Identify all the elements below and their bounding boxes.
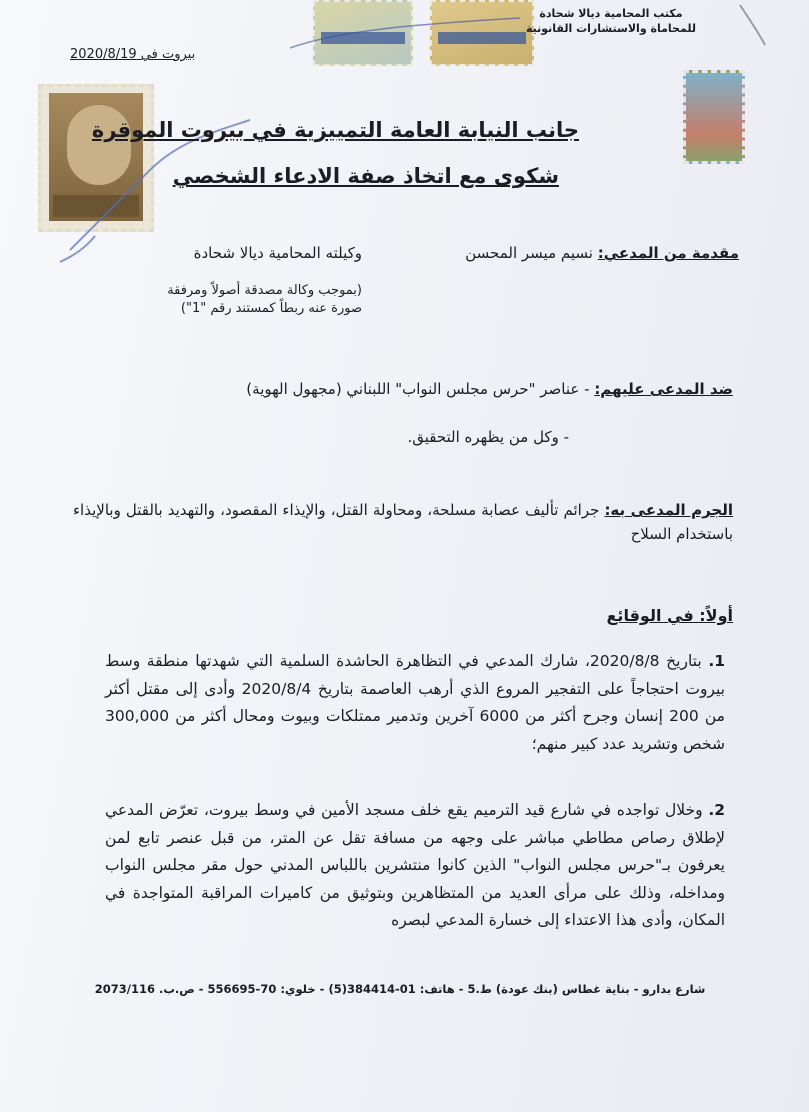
office-address-footer: شارع بدارو - بناية غطاس (بنك عودة) ط.5 - هاتف: 01-384414(5) - خلوي: 70-556695 - ص.ب. 2073/116: [94, 982, 706, 996]
defendant-item: - عناصر "حرس مجلس النواب" اللبناني (مجهول الهوية): [246, 380, 590, 398]
paragraph-text: بتاريخ 2020/8/8، شارك المدعي في التظاهرة الحاشدة السلمية التي شهدتها منطقة وسط بيروت احتجاجاً على التفجير المروع الذي أرهب العاصمة بتاريخ 2020/8/4 وأدى إلى مقتل أكثر من 200 إنسان وجرح أكثر من 6000 آخرين وتدمير ممتلكات وبيوت ومحال أكثر من 300,000 شخص وتشريد عدد كبير منهم؛: [105, 652, 725, 753]
attorney-line: وكيلته المحامية ديالا شحادة: [193, 244, 362, 262]
paragraph-text: وخلال تواجده في شارع قيد الترميم يقع خلف مسجد الأمين في وسط بيروت، تعرّض المدعي لإطلاق رصاص مطاطي مباشر على وجهه من مسافة تقل عن المتر، من قبل عنصر تابع لمن يعرفون بـ"حرس مجلس النواب" الذين كانوا منتشرين باللباس المدني حول مقر مجلس النواب ومداخله، وذلك على مرأى العديد من المتظاهرين وبتوثيق من كاميرات المراقبة المتواجدة في المكان، وأدى هذا الاعتداء إلى خسارة المدعي لبصره: [105, 801, 725, 929]
law-office-header: مكتب المحامية ديالا شحادة للمحاماة والاستشارات القانونية: [525, 7, 696, 35]
alleged-crime: [73, 498, 733, 546]
paragraph-number: 2.: [708, 801, 725, 819]
defendant-item: - وكل من يظهره التحقيق.: [407, 428, 569, 446]
facts-paragraph: [105, 797, 725, 935]
plaintiff-line: [465, 244, 739, 262]
defendants-label: ضد المدعى عليهم:: [594, 380, 733, 398]
document-date: بيروت في 2020/8/19: [70, 47, 196, 62]
revenue-stamp: [683, 70, 745, 164]
revenue-stamp: [38, 84, 154, 232]
crime-label: الجرم المدعى به:: [604, 501, 734, 519]
plaintiff-name: نسيم ميسر المحسن: [465, 244, 593, 262]
paragraph-number: 1.: [708, 652, 726, 670]
defendants-line: [246, 380, 733, 398]
section-heading: أولاً: في الوقائع: [606, 606, 733, 625]
plaintiff-label: مقدمة من المدعي:: [597, 244, 739, 262]
document-title: جانب النيابة العامة التمييزية في بيروت الموقرة: [91, 118, 579, 142]
attorney-note: (بموجب وكالة مصدقة أصولاً ومرفقة صورة عنه ربطاً كمستند رقم "1"): [167, 283, 362, 316]
revenue-stamp: [313, 0, 413, 66]
facts-paragraph: [105, 648, 725, 758]
crime-text: جرائم تأليف عصابة مسلحة، ومحاولة القتل، والإيذاء المقصود، والتهديد بالقتل وبالإيذاء باستخدام السلاح: [73, 501, 733, 543]
document-subtitle: شكوى مع اتخاذ صفة الادعاء الشخصي: [172, 164, 559, 188]
